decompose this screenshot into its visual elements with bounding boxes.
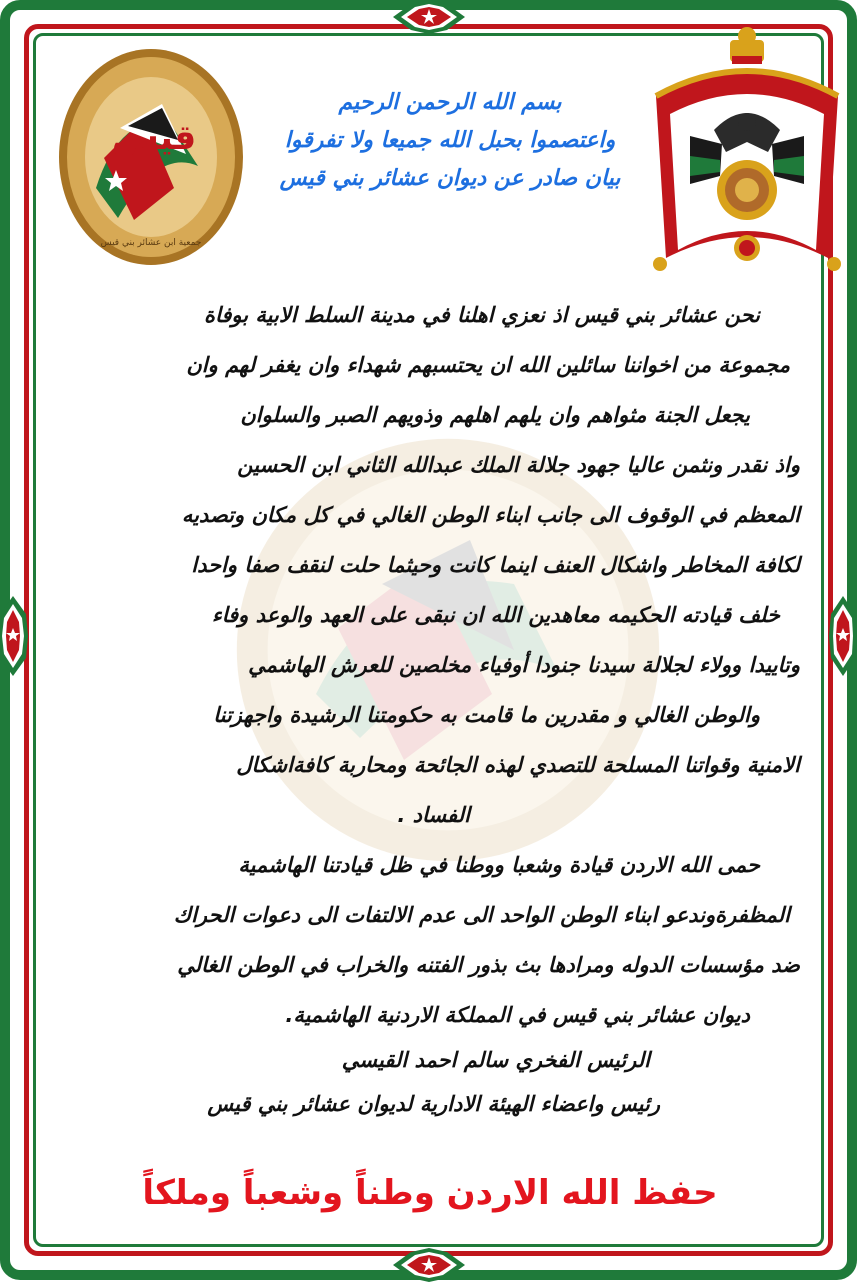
frame-ornament-top-icon bbox=[393, 0, 465, 34]
body-line: نحن عشائر بني قيس اذ نعزي اهلنا في مدينة السلط الابية بوفاة bbox=[203, 303, 760, 327]
seal-ring-text: جمعية ابن عشائر بني قيس bbox=[100, 238, 202, 248]
frame-ornament-left-icon bbox=[0, 596, 28, 676]
frame-ornament-bottom-icon bbox=[393, 1248, 465, 1282]
signature-board: رئيس واعضاء الهيئة الادارية لديوان عشائر بني قيس bbox=[207, 1092, 660, 1116]
signature-honorary-president: الرئيس الفخري سالم احمد القيسي bbox=[341, 1048, 650, 1072]
jordan-coat-of-arms bbox=[650, 26, 844, 280]
seal-logo-text: قيس bbox=[111, 118, 197, 158]
body-line: المعظم في الوقوف الى جانب ابناء الوطن الغالي في كل مكان وتصديه bbox=[181, 503, 800, 527]
header-line-statement-title: بيان صادر عن ديوان عشائر بني قيس bbox=[279, 166, 621, 191]
body-line: مجموعة من اخواننا سائلين الله ان يحتسبهم شهداء وان يغفر لهم وان bbox=[186, 353, 790, 377]
body-line: الفساد . bbox=[397, 803, 470, 827]
header-line-basmala: بسم الله الرحمن الرحيم bbox=[338, 90, 562, 115]
header-line-verse: واعتصموا بحبل الله جميعا ولا تفرقوا bbox=[284, 128, 616, 153]
frame-ornament-right-icon bbox=[829, 596, 857, 676]
body-line: ديوان عشائر بني قيس في المملكة الاردنية الهاشمية. bbox=[285, 1003, 750, 1027]
body-line: المظفرةوندعو ابناء الوطن الواحد الى عدم الالتفات الى دعوات الحراك bbox=[173, 903, 790, 927]
body-line: خلف قيادته الحكيمه معاهدين الله ان نبقى على العهد والوعد وفاء bbox=[211, 603, 780, 627]
body-line: الامنية وقواتنا المسلحة للتصدي لهذه الجائحة ومحاربة كافةاشكال bbox=[236, 753, 800, 777]
body-line: واذ نقدر ونثمن عاليا جهود جلالة الملك عبدالله الثاني ابن الحسين bbox=[237, 453, 800, 477]
body-line: لكافة المخاطر واشكال العنف اينما كانت وحيثما حلت لنقف صفا واحدا bbox=[191, 553, 800, 577]
statement-body bbox=[60, 290, 800, 1128]
body-line: والوطن الغالي و مقدرين ما قامت به حكومتنا الرشيدة واجهزتنا bbox=[213, 703, 760, 727]
header-block bbox=[240, 84, 660, 198]
closing-slogan: حفظ الله الاردن وطناً وشعباً وملكاً bbox=[142, 1173, 718, 1213]
body-line: ضد مؤسسات الدوله ومرادها بث بذور الفتنه والخراب في الوطن الغالي bbox=[177, 953, 800, 977]
body-line: وتاييدا وولاء لجلالة سيدنا جنودا أوفياء مخلصين للعرش الهاشمي bbox=[248, 653, 800, 677]
body-line: يجعل الجنة مثواهم وان يلهم اهلهم وذويهم الصبر والسلوان bbox=[240, 403, 750, 427]
body-line: حمى الله الاردن قيادة وشعبا ووطنا في ظل قيادتنا الهاشمية bbox=[238, 853, 760, 877]
